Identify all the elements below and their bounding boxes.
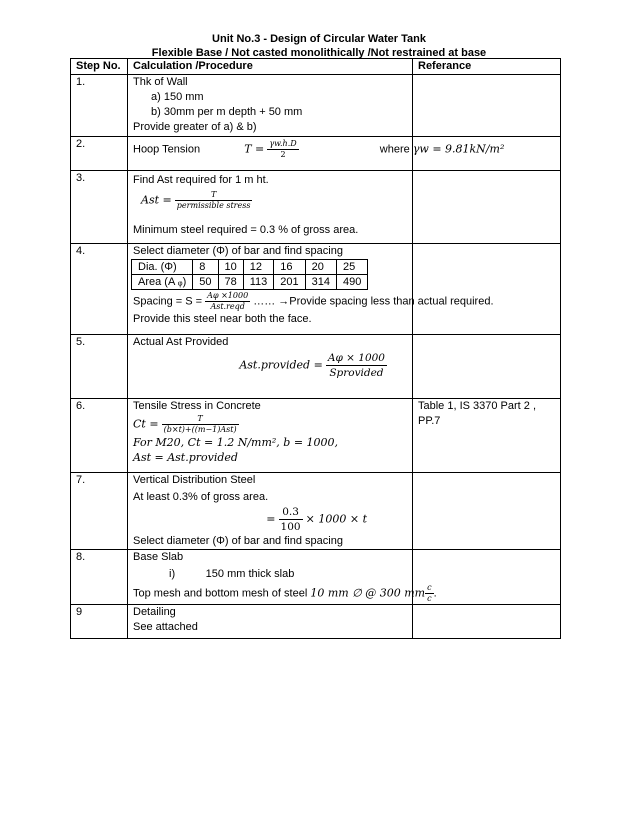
fraction [175,190,253,211]
text-line: Actual Ast Provided [133,336,229,348]
step-number: 5. [71,335,128,399]
fraction-numerator: Aφ ×1000 [207,291,249,300]
step-number: 2. [71,137,128,171]
text-line: Minimum steel required = 0.3 % of gross area. [133,224,359,236]
diameter-area-table [131,259,368,290]
design-steps-table [70,58,561,639]
fraction-denominator: c [427,594,432,603]
diameter-value: 8 [193,260,218,275]
document-title: Unit No.3 - Design of Circular Water Tank [212,33,426,45]
area-value: 490 [337,275,368,290]
fraction-numerator: T [175,190,253,201]
step-number: 4. [71,244,128,335]
table-row-7 [71,473,561,550]
text-line: Base Slab [133,551,184,563]
document-subtitle: Flexible Base / Not casted monolithically /Not restrained at base [151,47,487,59]
area-row [132,275,368,290]
fraction-denominator: (b×t)+((m−1)Ast) [163,425,237,434]
fraction [279,505,303,534]
reference-cell [413,244,561,335]
calculation-cell [128,399,413,473]
table-header-row [71,59,561,75]
fraction-denominator: Sprovided [329,367,384,379]
table-row-2 [71,137,561,171]
calculation-cell [128,605,413,639]
area-label: Area (A ᵩ) [132,275,193,290]
reference-cell [413,75,561,137]
text-line: Detailing [133,606,176,618]
option-b: b) 30mm per m depth + 50 mm [151,106,303,118]
fraction-numerator: T [162,414,239,425]
area-value: 78 [218,275,243,290]
step-number: 1. [71,75,128,137]
fraction-denominator: 2 [280,150,286,159]
formula-line: For M20, Ct = 1.2 N/mm², b = 1000, [133,436,339,449]
text-line: Select diameter (Φ) of bar and find spacing [133,245,343,257]
diameter-row [132,260,368,275]
formula-line: Ast = Ast.provided [133,451,238,464]
fraction-denominator: Ast.reqd [210,302,245,311]
step-number: 6. [71,399,128,473]
text-line: Top mesh and bottom mesh of steel [133,587,308,600]
calculation-cell [128,244,494,335]
step-number: 3. [71,171,128,244]
fraction-numerator: 0.3 [279,505,303,520]
fraction-numerator: Aφ × 1000 [327,352,385,364]
calculation-cell [128,473,413,550]
diameter-label: Dia. (Φ) [132,260,193,275]
fraction-denominator: permissible stress [176,201,251,210]
fraction-numerator: γw.h.D [269,139,297,148]
text-line: Find Ast required for 1 m ht. [133,174,269,186]
table-row-1 [71,75,561,137]
fraction [205,291,250,312]
header-calculation: Calculation /Procedure [128,59,413,75]
reference-cell: Table 1, IS 3370 Part 2 , PP.7 [413,399,561,473]
formula-lhs: Ct = [133,417,159,431]
fraction [162,414,239,435]
calculation-cell [128,550,437,605]
formula-lhs: = [266,512,276,526]
table-row-8 [71,550,561,605]
reference-cell [413,473,561,550]
fraction-denominator: 100 [280,521,301,533]
text-line: i) 150 mm thick slab [169,568,295,580]
step-number: 9 [71,605,128,639]
text-line: Hoop Tension [133,143,201,156]
text-line: . [433,587,437,600]
table-row-4 [71,244,561,335]
text-line: Provide greater of a) & b) [133,121,257,133]
area-value: 314 [305,275,336,290]
table-row-5 [71,335,561,399]
area-value: 50 [193,275,218,290]
reference-cell [413,171,561,244]
formula-lhs: Ast.provided = [239,358,323,372]
calculation-cell [128,335,413,399]
fraction [267,139,298,160]
text-line: Provide this steel near both the face. [133,313,312,325]
formula-lhs: Ast = [141,193,172,207]
table-row-6 [71,399,561,473]
table-row-9 [71,605,561,639]
option-a: a) 150 mm [151,91,204,103]
text-line: Select diameter (Φ) of bar and find spacing [133,535,343,547]
formula-rhs: × 1000 × t [305,512,367,526]
calculation-cell [128,171,413,244]
text-line: At least 0.3% of gross area. [133,491,269,503]
diameter-value: 10 [218,260,243,275]
fraction [425,583,433,604]
reference-cell [413,335,561,399]
formula: 10 mm ∅ @ 300 mm [310,586,426,600]
formula: γw = 9.81kN/m² [412,142,505,156]
calculation-cell [128,137,505,171]
header-step: Step No. [71,59,128,75]
fraction [326,351,387,380]
table-row-3 [71,171,561,244]
step-number: 7. [71,473,128,550]
text-line: Thk of Wall [133,76,188,88]
diameter-value: 20 [305,260,336,275]
step-number: 8. [71,550,128,605]
diameter-value: 16 [274,260,305,275]
header-reference: Referance [413,59,561,75]
text-line: where [379,143,410,156]
text-line: See attached [133,621,198,633]
area-value: 201 [274,275,305,290]
text-line: Tensile Stress in Concrete [133,400,261,412]
formula-lhs: T = [244,142,265,156]
diameter-value: 12 [243,260,274,275]
text-line: Vertical Distribution Steel [133,474,256,486]
diameter-value: 25 [337,260,368,275]
fraction-numerator: c [427,583,432,592]
calculation-cell [128,75,413,137]
area-value: 113 [243,275,274,290]
text-line: Spacing = S = [133,295,203,308]
text-line: …… →Provide spacing less than actual required. [253,295,494,308]
reference-cell [413,605,561,639]
